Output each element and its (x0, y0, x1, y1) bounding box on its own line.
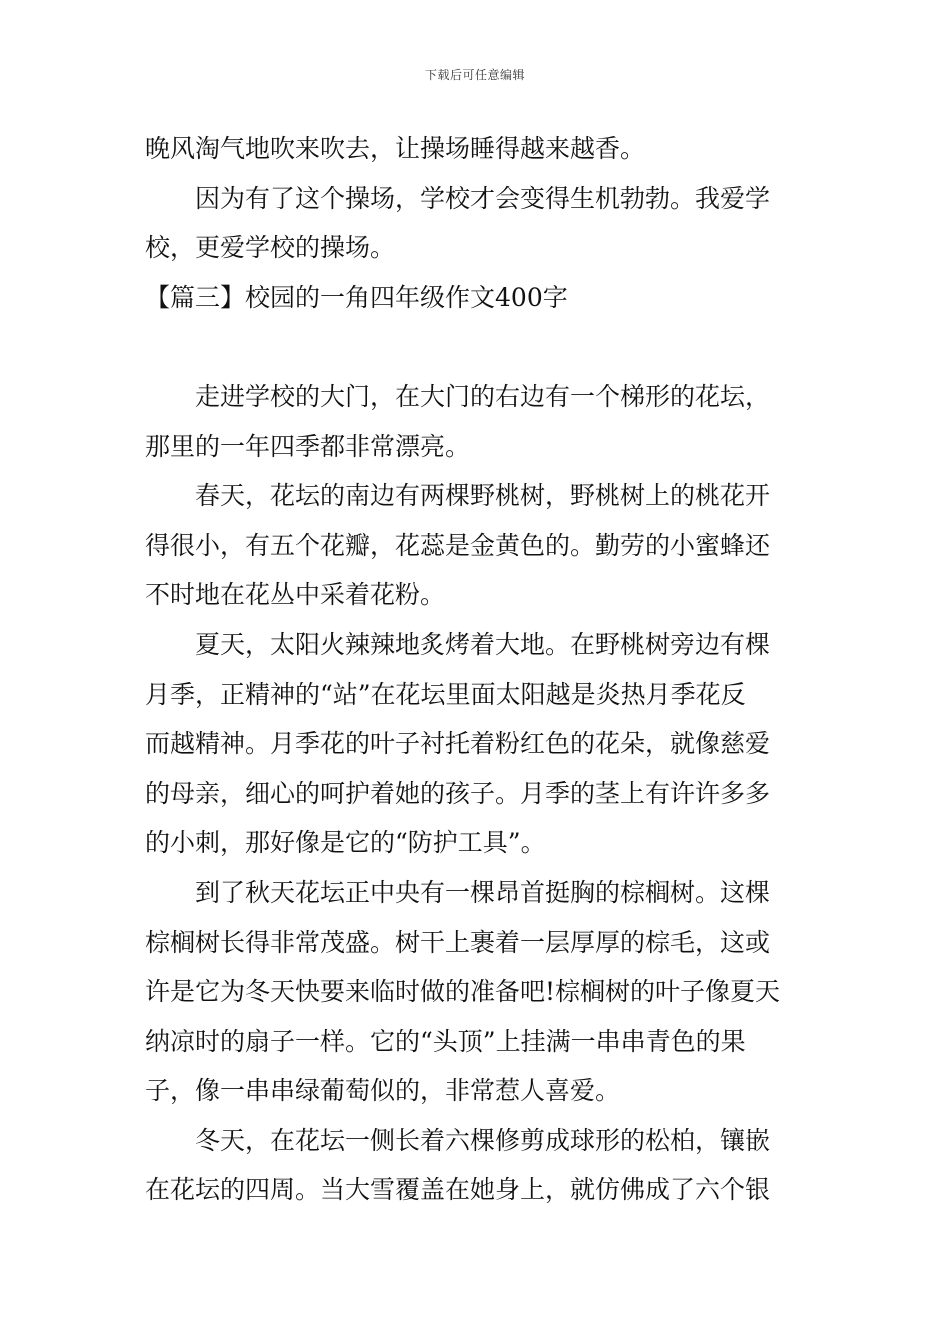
paragraph-3 (145, 372, 807, 471)
blank-line (145, 322, 807, 372)
text-line: 月季，正精神的“站”在花坛里面太阳越是炎热月季花反 (145, 679, 746, 709)
text-line: 得很小，有五个花瓣，花蕊是金黄色的。勤劳的小蜜蜂还 (145, 530, 771, 560)
text-line: 不时地在花丛中采着花粉。 (145, 580, 446, 610)
text-line: 春天，花坛的南边有两棵野桃树，野桃树上的桃花开 (195, 481, 771, 511)
text-line: 纳凉时的扇子一样。它的“头顶”上挂满一串串青色的果 (145, 1026, 746, 1056)
paragraph-1 (145, 124, 807, 174)
text-line: 夏天，太阳火辣辣地炙烤着大地。在野桃树旁边有棵 (195, 629, 771, 659)
text-line: 晚风淘气地吹来吹去，让操场睡得越来越香。 (145, 134, 646, 163)
text-line: 在花坛的四周。当大雪覆盖在她身上，就仿佛成了六个银 (145, 1175, 771, 1205)
text-line: 走进学校的大门，在大门的右边有一个梯形的花坛， (195, 381, 771, 411)
text-line: 那里的一年四季都非常漂亮。 (145, 431, 471, 461)
page-header: 下载后可任意编辑 (424, 68, 525, 82)
text-line: 子，像一串串绿葡萄似的，非常惹人喜爱。 (145, 1076, 621, 1106)
text-line: 校，更爱学校的操场。 (145, 233, 396, 263)
text-line: 棕榈树长得非常茂盛。树干上裹着一层厚厚的棕毛，这或 (145, 927, 771, 957)
text-line: 因为有了这个操场，学校才会变得生机勃勃。我爱学 (195, 183, 771, 213)
text-line: 冬天，在花坛一侧长着六棵修剪成球形的松柏，镶嵌 (195, 1125, 771, 1155)
document-body (145, 124, 807, 1215)
text-line: 而越精神。月季花的叶子衬托着粉红色的花朵，就像慈爱 (145, 729, 771, 759)
paragraph-5 (145, 620, 807, 868)
paragraph-7 (145, 1116, 807, 1215)
text-line: 的小刺，那好像是它的“防护工具”。 (145, 828, 546, 858)
text-line: 许是它为冬天快要来临时做的准备吧!棕榈树的叶子像夏天 (145, 977, 781, 1007)
text-line: 的母亲，细心的呵护着她的孩子。月季的茎上有许许多多 (145, 778, 771, 808)
paragraph-6 (145, 868, 807, 1116)
paragraph-4 (145, 471, 807, 620)
section-title: 【篇三】校园的一角四年级作文400字 (145, 282, 568, 312)
text-line: 到了秋天花坛正中央有一棵昂首挺胸的棕榈树。这棵 (195, 877, 771, 907)
paragraph-2 (145, 174, 807, 273)
